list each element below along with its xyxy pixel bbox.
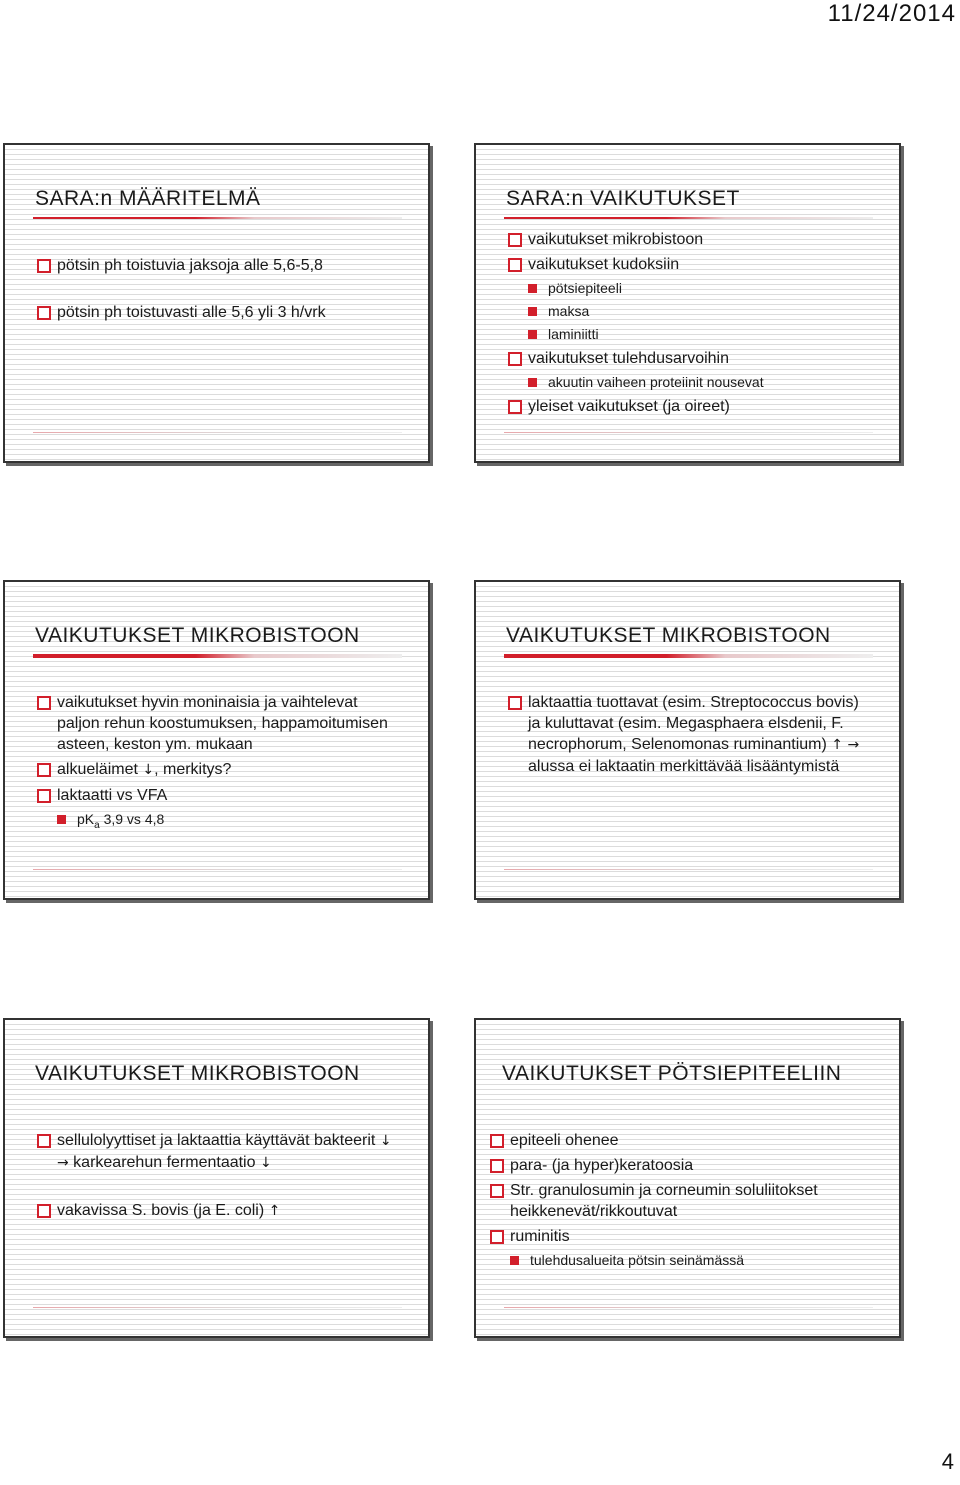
list-item: sellulolyyttiset ja laktaattia käyttävät bakteerit ↓ → karkearehun fermentaatio ↓ bbox=[37, 1130, 402, 1174]
slide-microbe-effects-2 bbox=[474, 580, 901, 900]
sub-list-item: $pK_a$ 3,9 vs 4,8 bbox=[37, 810, 388, 835]
filled-square-icon bbox=[528, 307, 537, 316]
arrow-right-icon: → bbox=[847, 737, 860, 753]
hollow-square-icon bbox=[37, 1204, 51, 1218]
sub-list-item: akuutin vaiheen proteiinit nousevat bbox=[508, 373, 881, 392]
list-item: laktaattia tuottavat (esim. Streptococcus bovis) ja kuluttavat (esim. Megasphaera elsdenii, F. necrophorum, Selenomonas ruminantium) ↑ → alussa ei laktaatin merkittävää lisääntymistä bbox=[508, 692, 869, 777]
hollow-square-icon bbox=[490, 1159, 504, 1173]
hollow-square-icon bbox=[508, 696, 522, 710]
slide-microbe-effects-1 bbox=[3, 580, 430, 900]
slide-sara-effects bbox=[474, 143, 901, 463]
filled-square-icon bbox=[528, 330, 537, 339]
slide-title: VAIKUTUKSET PÖTSIEPITEELIIN bbox=[502, 1062, 842, 1085]
footer-line bbox=[33, 869, 402, 870]
arrow-up-icon: ↑ bbox=[268, 1203, 281, 1219]
title-underline bbox=[33, 654, 402, 658]
arrow-down-icon: ↓ bbox=[142, 762, 155, 778]
hollow-square-icon bbox=[37, 306, 51, 320]
hollow-square-icon bbox=[508, 352, 522, 366]
hollow-square-icon bbox=[37, 1134, 51, 1148]
slide-title: SARA:n VAIKUTUKSET bbox=[506, 187, 740, 210]
page-number: 4 bbox=[941, 1449, 954, 1474]
list-item: laktaatti vs VFA bbox=[37, 785, 388, 806]
arrow-down-icon: ↓ bbox=[259, 1155, 272, 1171]
list-item: vaikutukset kudoksiin bbox=[508, 254, 881, 275]
title-underline bbox=[504, 217, 873, 219]
filled-square-icon bbox=[528, 378, 537, 387]
footer-line bbox=[504, 1307, 873, 1308]
list-item: vakavissa S. bovis (ja E. coli) ↑ bbox=[37, 1200, 402, 1222]
sub-list-item: tulehdusalueita pötsin seinämässä bbox=[490, 1251, 873, 1270]
slide-epithelium-effects bbox=[474, 1018, 901, 1338]
sub-list-item: maksa bbox=[508, 302, 881, 321]
slide-body bbox=[37, 255, 378, 327]
list-item: alkueläimet ↓, merkitys? bbox=[37, 759, 388, 781]
slide-microbe-effects-3 bbox=[3, 1018, 430, 1338]
list-item: vaikutukset mikrobistoon bbox=[508, 229, 881, 250]
list-item: vaikutukset tulehdusarvoihin bbox=[508, 348, 881, 369]
list-item: yleiset vaikutukset (ja oireet) bbox=[508, 396, 881, 417]
list-item: ruminitis bbox=[490, 1226, 873, 1247]
footer-line bbox=[504, 432, 873, 433]
filled-square-icon bbox=[57, 815, 66, 824]
list-item: pötsin ph toistuvasti alle 5,6 yli 3 h/vrk bbox=[37, 302, 378, 323]
title-underline bbox=[504, 654, 873, 658]
filled-square-icon bbox=[528, 284, 537, 293]
hollow-square-icon bbox=[490, 1134, 504, 1148]
hollow-square-icon bbox=[508, 233, 522, 247]
slide-title: VAIKUTUKSET MIKROBISTOON bbox=[35, 624, 360, 647]
list-item: vaikutukset hyvin moninaisia ja vaihtelevat paljon rehun koostumuksen, happamoitumisen asteen, keston ym. mukaan bbox=[37, 692, 388, 755]
filled-square-icon bbox=[510, 1256, 519, 1265]
slide-title: VAIKUTUKSET MIKROBISTOON bbox=[35, 1062, 360, 1085]
list-item: epiteeli ohenee bbox=[490, 1130, 873, 1151]
hollow-square-icon bbox=[37, 763, 51, 777]
sub-list-item: pötsiepiteeli bbox=[508, 279, 881, 298]
slide-body bbox=[508, 692, 869, 781]
list-item: Str. granulosumin ja corneumin soluliitokset heikkenevät/rikkoutuvat bbox=[490, 1180, 873, 1222]
hollow-square-icon bbox=[508, 400, 522, 414]
footer-line bbox=[33, 432, 402, 433]
list-item: pötsin ph toistuvia jaksoja alle 5,6-5,8 bbox=[37, 255, 378, 276]
hollow-square-icon bbox=[37, 696, 51, 710]
arrow-down-icon: ↓ bbox=[379, 1133, 392, 1149]
hollow-square-icon bbox=[508, 258, 522, 272]
slide-body bbox=[37, 692, 388, 839]
list-item: para- (ja hyper)keratoosia bbox=[490, 1155, 873, 1176]
slide-sara-definition bbox=[3, 143, 430, 463]
arrow-right-icon: → bbox=[57, 1155, 69, 1171]
slide-body bbox=[490, 1130, 873, 1274]
slide-title: SARA:n MÄÄRITELMÄ bbox=[35, 187, 261, 210]
print-date: 11/24/2014 bbox=[827, 0, 956, 27]
slide-title: VAIKUTUKSET MIKROBISTOON bbox=[506, 624, 831, 647]
slide-body bbox=[37, 1130, 402, 1226]
footer-line bbox=[504, 869, 873, 870]
title-underline bbox=[33, 217, 402, 219]
footer-line bbox=[33, 1307, 402, 1308]
hollow-square-icon bbox=[490, 1230, 504, 1244]
hollow-square-icon bbox=[37, 259, 51, 273]
arrow-up-icon: ↑ bbox=[831, 737, 843, 753]
hollow-square-icon bbox=[490, 1184, 504, 1198]
slide-body bbox=[508, 229, 881, 421]
hollow-square-icon bbox=[37, 789, 51, 803]
sub-list-item: laminiitti bbox=[508, 325, 881, 344]
